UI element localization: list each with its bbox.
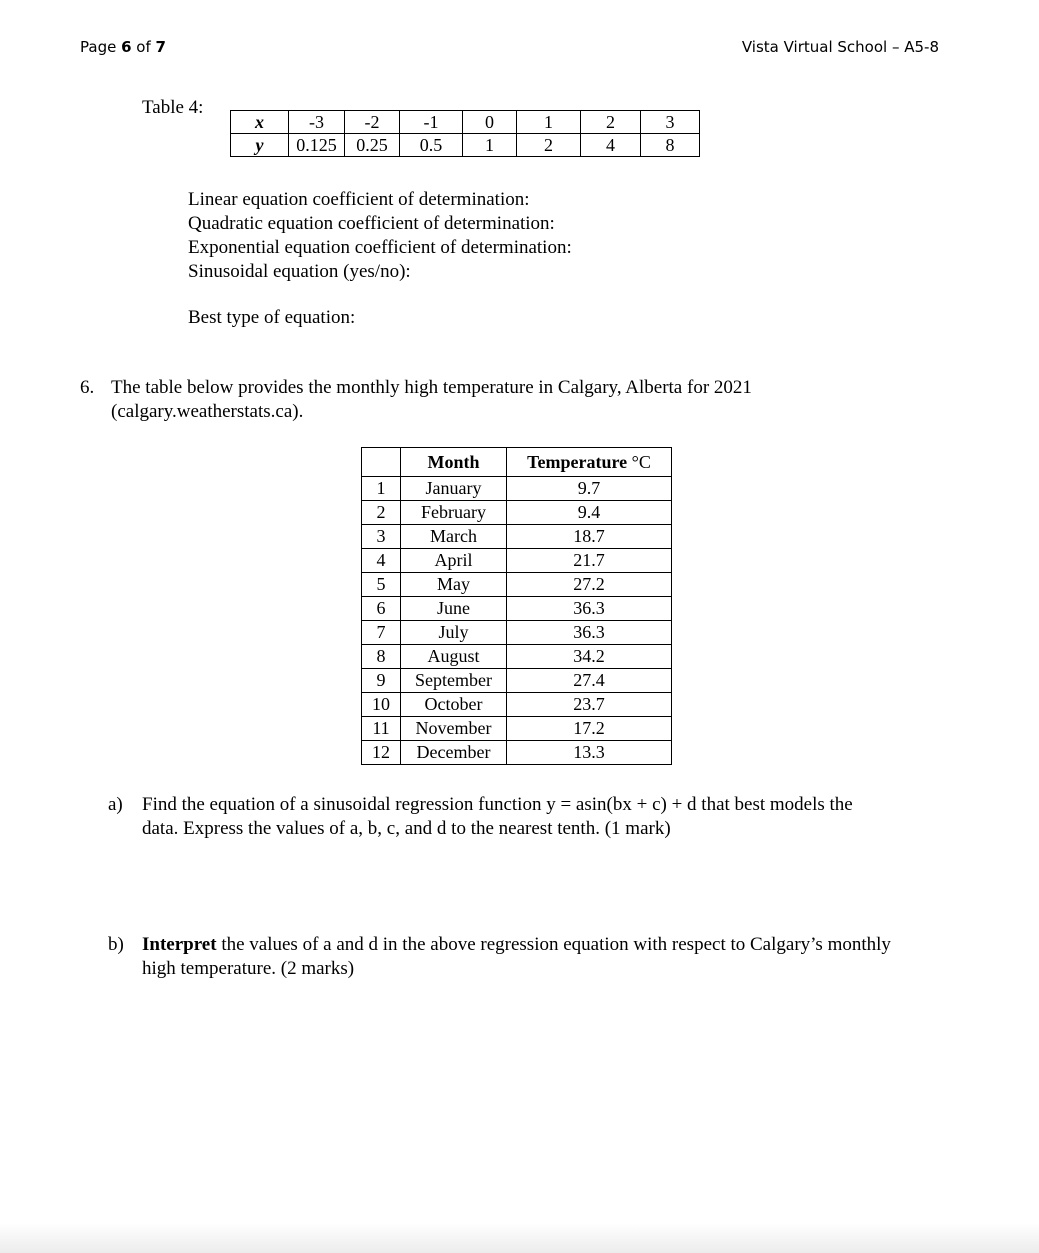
table-row <box>362 693 672 717</box>
table-row <box>362 741 672 765</box>
cell-temp: 18.7 <box>507 525 672 549</box>
cell-index: 7 <box>362 621 401 645</box>
cell-index: 4 <box>362 549 401 573</box>
cell-index: 1 <box>362 477 401 501</box>
cell-temp: 17.2 <box>507 717 672 741</box>
cell-month: February <box>401 501 507 525</box>
table4-label: Table 4: <box>142 97 204 118</box>
cell-month: November <box>401 717 507 741</box>
cell-index: 3 <box>362 525 401 549</box>
table4-x-cell: 0 <box>463 111 517 134</box>
table4-y-cell: 4 <box>581 134 641 157</box>
cell-month: January <box>401 477 507 501</box>
qb-text: Interpret the values of a and d in the above regression equation with respect to Calgary’s monthly <box>142 934 891 955</box>
table4-x-cell: 2 <box>581 111 641 134</box>
table-row <box>362 645 672 669</box>
table-row <box>362 669 672 693</box>
cell-month: March <box>401 525 507 549</box>
qb-label: b) <box>108 934 124 955</box>
table-row: y 0.125 0.25 0.5 1 2 4 8 <box>231 134 700 157</box>
cell-temp: 34.2 <box>507 645 672 669</box>
table4-x-cell: 1 <box>517 111 581 134</box>
table4-x-cell: -2 <box>345 111 400 134</box>
qa-label: a) <box>108 794 123 815</box>
cell-index: 8 <box>362 645 401 669</box>
cell-index: 5 <box>362 573 401 597</box>
cell-month: August <box>401 645 507 669</box>
header-temperature: Temperature °C <box>507 448 672 477</box>
page-edge <box>0 1223 1039 1253</box>
cell-index: 9 <box>362 669 401 693</box>
table4-y-cell: 8 <box>641 134 700 157</box>
table4-x-cell: 3 <box>641 111 700 134</box>
table-row <box>362 597 672 621</box>
cell-temp: 23.7 <box>507 693 672 717</box>
table4-y-cell: 0.25 <box>345 134 400 157</box>
cell-temp: 36.3 <box>507 597 672 621</box>
best-type-prompt: Best type of equation: <box>188 307 356 328</box>
cell-month: June <box>401 597 507 621</box>
q6-source: (calgary.weatherstats.ca). <box>111 401 304 422</box>
cell-temp: 27.2 <box>507 573 672 597</box>
table4-y-cell: 0.125 <box>289 134 345 157</box>
table-row <box>362 549 672 573</box>
prompt-line: Linear equation coefficient of determination: <box>188 189 530 210</box>
q6-text: The table below provides the monthly high temperature in Calgary, Alberta for 2021 <box>111 377 752 398</box>
cell-month: October <box>401 693 507 717</box>
cell-temp: 21.7 <box>507 549 672 573</box>
cell-index: 6 <box>362 597 401 621</box>
table-row <box>362 477 672 501</box>
table-row: x -3 -2 -1 0 1 2 3 <box>231 111 700 134</box>
cell-month: December <box>401 741 507 765</box>
cell-index: 2 <box>362 501 401 525</box>
table4-y-cell: 1 <box>463 134 517 157</box>
table-header <box>362 448 672 477</box>
table4-x-cell: -3 <box>289 111 345 134</box>
prompt-line: Quadratic equation coefficient of determination: <box>188 213 555 234</box>
cell-temp: 9.7 <box>507 477 672 501</box>
qb-text-2: high temperature. (2 marks) <box>142 958 355 979</box>
table4-y-cell: 0.5 <box>400 134 463 157</box>
cell-temp: 9.4 <box>507 501 672 525</box>
cell-index: 10 <box>362 693 401 717</box>
cell-index: 12 <box>362 741 401 765</box>
qa-text: Find the equation of a sinusoidal regression function y = asin(bx + c) + d that best models the <box>142 794 853 815</box>
table-4 <box>230 110 700 157</box>
q6-number: 6. <box>80 377 95 398</box>
table-row <box>362 717 672 741</box>
qa-text-2: data. Express the values of a, b, c, and d to the nearest tenth. (1 mark) <box>142 818 671 839</box>
cell-month: July <box>401 621 507 645</box>
table-row <box>362 573 672 597</box>
cell-month: May <box>401 573 507 597</box>
table-row <box>362 525 672 549</box>
table4-y-cell: 2 <box>517 134 581 157</box>
table-row <box>362 501 672 525</box>
prompt-line: Sinusoidal equation (yes/no): <box>188 261 411 282</box>
table-row <box>362 621 672 645</box>
prompt-line: Exponential equation coefficient of determination: <box>188 237 572 258</box>
page-number: Page 6 of 7 <box>80 38 166 56</box>
school-header: Vista Virtual School – A5-8 <box>741 38 939 56</box>
cell-temp: 36.3 <box>507 621 672 645</box>
cell-temp: 27.4 <box>507 669 672 693</box>
cell-month: September <box>401 669 507 693</box>
cell-month: April <box>401 549 507 573</box>
cell-temp: 13.3 <box>507 741 672 765</box>
header-month: Month <box>401 448 507 477</box>
table4-x-cell: -1 <box>400 111 463 134</box>
temperature-table <box>361 447 672 765</box>
cell-index: 11 <box>362 717 401 741</box>
